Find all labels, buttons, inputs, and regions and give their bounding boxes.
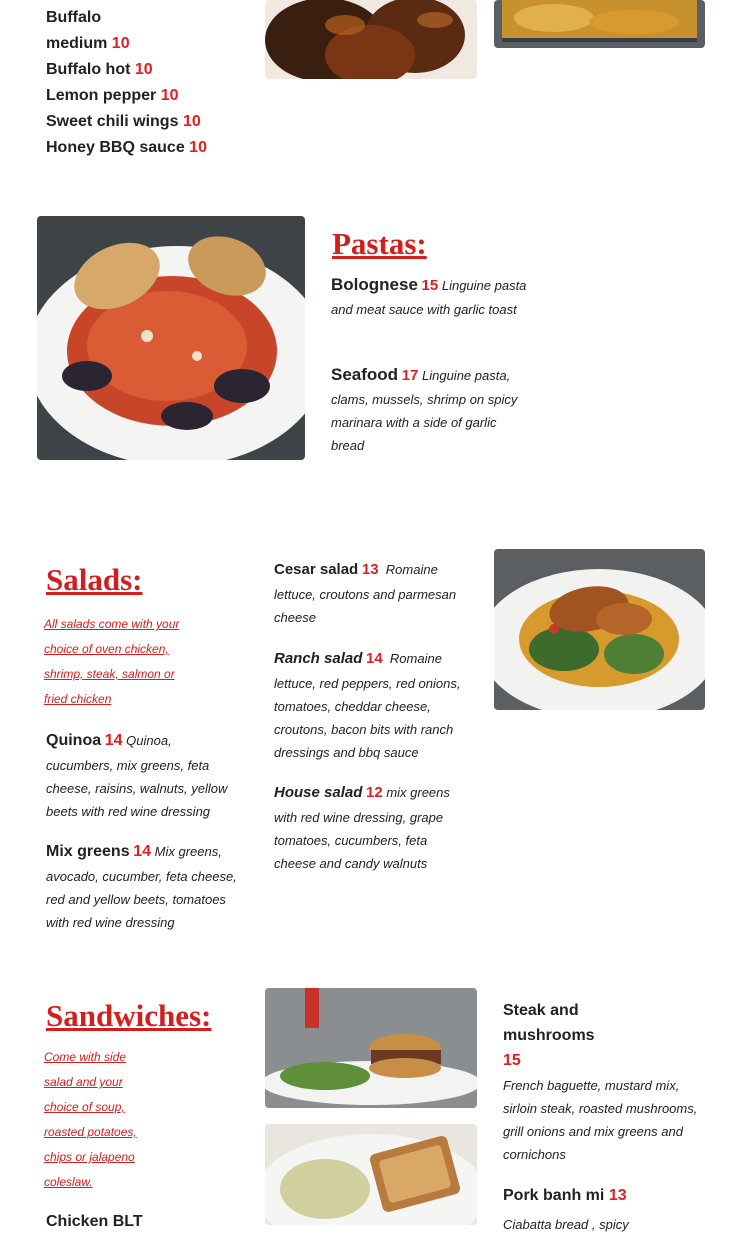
sandwiches-note: Come with side salad and your choice of soup, roasted potatoes, chips or jalapeno coleslaw. — [44, 1050, 137, 1189]
wings-list — [46, 5, 246, 161]
wings-photo — [265, 0, 477, 79]
salads-heading: Salads: — [46, 562, 143, 597]
salad-item-mix-greens: Mix greens 14 Mix greens, avocado, cucumber, feta cheese, red and yellow beets, tomatoes with red wine dressing — [46, 843, 237, 930]
salad-item-house: House salad 12 mix greens with red wine dressing, grape tomatoes, cucumbers, feta cheese and candy walnuts — [274, 784, 450, 871]
salad-item-cesar: Cesar salad 13 Romaine lettuce, croutons and parmesan cheese — [274, 561, 457, 625]
burger-photo — [265, 988, 477, 1108]
pasta-item-bolognese: Bolognese 15 Linguine pasta and meat sauce with garlic toast — [331, 275, 527, 317]
menu-item: Buffalo — [46, 9, 102, 26]
menu-item: Sweet chili wings 10 — [46, 113, 201, 130]
menu-item: medium 10 — [46, 35, 130, 52]
sandwich-photo — [265, 1124, 477, 1225]
fries-photo — [494, 0, 705, 48]
sandwich-item-pork-banh-mi: Pork banh mi 13 Ciabatta bread , spicy — [503, 1187, 629, 1232]
salad-item-ranch: Ranch salad 14 Romaine lettuce, red peppers, red onions, tomatoes, cheddar cheese, croutons, bacon bits with ranch dressings and bbq sauce — [274, 650, 461, 760]
salad-item-quinoa: Quinoa 14 Quinoa, cucumbers, mix greens, feta cheese, raisins, walnuts, yellow beets with red wine dressing — [46, 732, 228, 819]
sandwich-item-chicken-blt: Chicken BLT — [46, 1213, 143, 1230]
salads-note: All salads come with your choice of oven chicken, shrimp, steak, salmon or fried chicken — [44, 617, 180, 706]
pastas-heading: Pastas: — [332, 226, 427, 261]
pasta-photo — [37, 216, 305, 460]
menu-item: Lemon pepper 10 — [46, 87, 179, 104]
menu-item: Buffalo hot 10 — [46, 61, 153, 78]
menu-item: Honey BBQ sauce 10 — [46, 139, 207, 156]
pasta-item-seafood: Seafood 17 Linguine pasta, clams, mussels, shrimp on spicy marinara with a side of garlic bread — [331, 365, 518, 453]
sandwiches-heading: Sandwiches: — [46, 998, 212, 1033]
sandwich-item-steak: Steak and mushrooms 15 French baguette, mustard mix, sirloin steak, roasted mushrooms, grill onions and mix greens and cornichons — [503, 1002, 698, 1162]
salad-photo — [494, 549, 705, 710]
